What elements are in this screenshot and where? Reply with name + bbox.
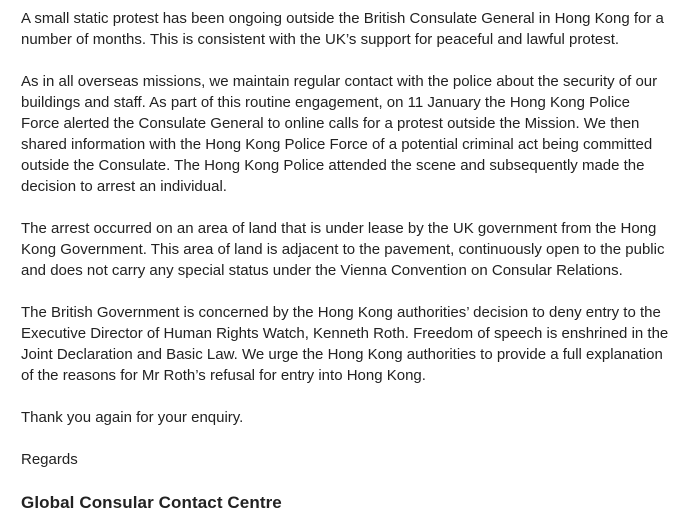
paragraph-protest: A small static protest has been ongoing outside the British Consulate General in Hong Kong for a number of months. This is consistent with the UK’s support for peaceful and lawful protest. [21,10,664,48]
paragraph-land-lease: The arrest occurred on an area of land that is under lease by the UK government from the Hong Kong Government. This area of land is adjacent to the pavement, continuously open to the public and does not carry any special status under the Vienna Convention on Consular Relations. [21,220,665,279]
letter-body [21,8,669,515]
paragraph-thanks: Thank you again for your enquiry. [21,409,244,426]
paragraph-police-engagement: As in all overseas missions, we maintain regular contact with the police about the security of our buildings and staff. As part of this routine engagement, on 11 January the Hong Kong Police Force alerted the Consulate General to online calls for a protest outside the Mission. We then shared information with the Hong Kong Police Force of a potential criminal act being committed outside the Consulate. The Hong Kong Police attended the scene and subsequently made the decision to arrest an individual. [21,73,658,195]
paragraph-entry-denial: The British Government is concerned by the Hong Kong authorities’ decision to deny entry to the Executive Director of Human Rights Watch, Kenneth Roth. Freedom of speech is enshrined in the Joint Declaration and Basic Law. We urge the Hong Kong authorities to provide a full explanation of the reasons for Mr Roth’s refusal for entry into Hong Kong. [21,304,669,384]
signature: Global Consular Contact Centre [21,493,282,512]
closing-regards: Regards [21,451,78,468]
